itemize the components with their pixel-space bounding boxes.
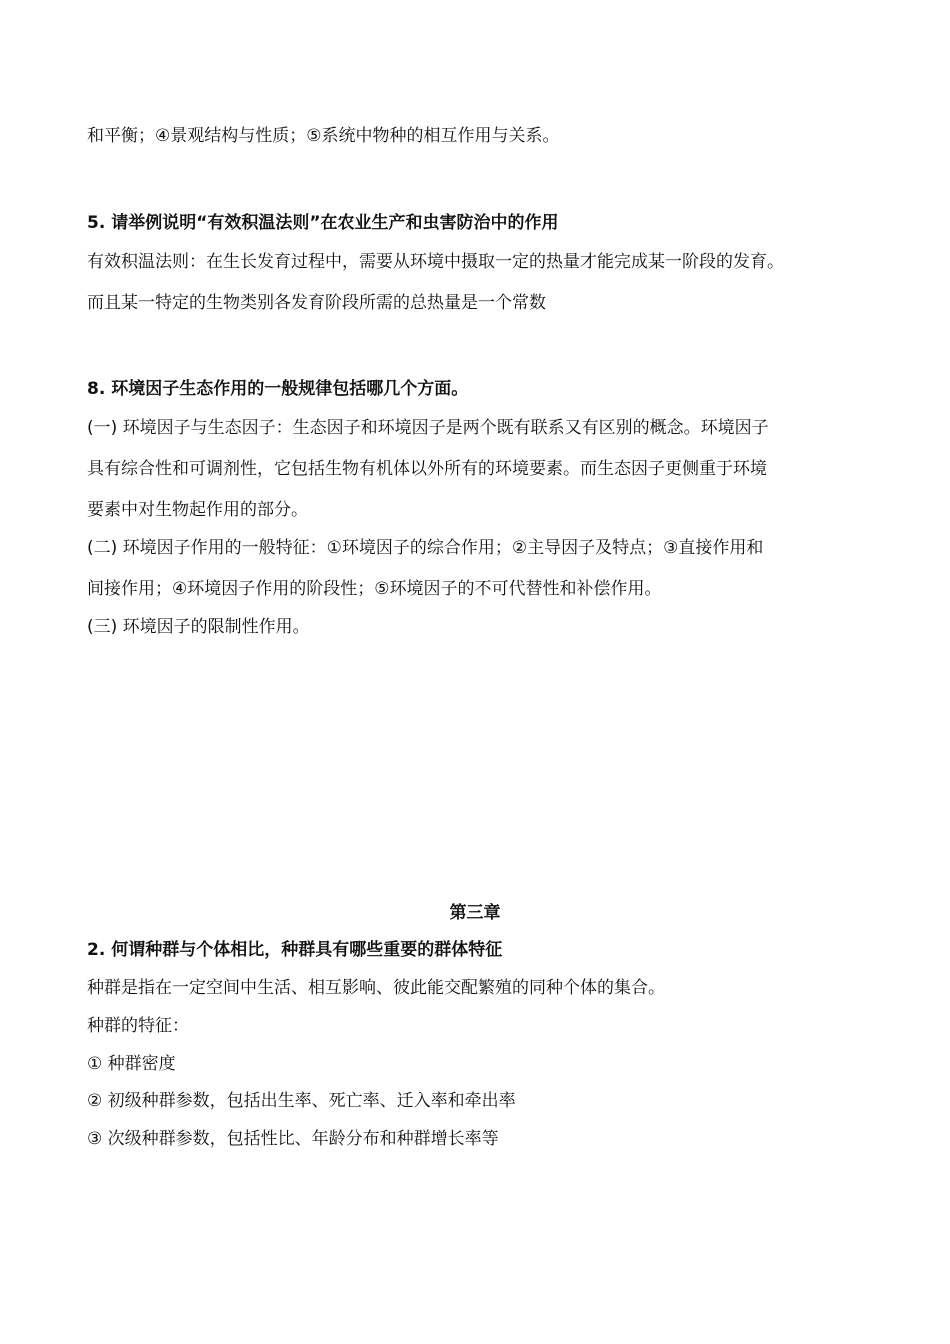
chapter3-question-2-answer-line: ① 种群密度	[87, 1054, 176, 1074]
question-5-answer-line: 有效积温法则：在生长发育过程中，需要从环境中摄取一定的热量才能完成某一阶段的发育。	[87, 252, 784, 272]
question-8-answer-line: 具有综合性和可调剂性，它包括生物有机体以外所有的环境要素。而生态因子更侧重于环境	[87, 459, 767, 479]
question-8-answer-line: (二) 环境因子作用的一般特征：①环境因子的综合作用；②主导因子及特点；③直接作用和	[87, 538, 764, 558]
question-8-answer-line: 要素中对生物起作用的部分。	[87, 500, 308, 520]
chapter3-question-2-heading: 2. 何谓种群与个体相比，种群具有哪些重要的群体特征	[87, 940, 503, 960]
question-8-answer-line: 间接作用；④环境因子作用的阶段性；⑤环境因子的不可代替性和补偿作用。	[87, 579, 662, 599]
question-5-answer-line: 而且某一特定的生物类别各发育阶段所需的总热量是一个常数	[87, 293, 546, 313]
question-8-answer-line: (一) 环境因子与生态因子：生态因子和环境因子是两个既有联系又有区别的概念。环境因子	[87, 418, 769, 438]
question-8-heading: 8. 环境因子生态作用的一般规律包括哪几个方面。	[87, 379, 469, 399]
chapter3-question-2-answer-line: 种群是指在一定空间中生活、相互影响、彼此能交配繁殖的同种个体的集合。	[87, 978, 665, 998]
chapter-title: 第三章	[449, 903, 501, 923]
question-8-answer-line: (三) 环境因子的限制性作用。	[87, 617, 310, 637]
question-5-heading: 5. 请举例说明“有效积温法则”在农业生产和虫害防治中的作用	[87, 213, 559, 233]
paragraph-continuation: 和平衡；④景观结构与性质；⑤系统中物种的相互作用与关系。	[87, 126, 560, 146]
chapter3-question-2-answer-line: ② 初级种群参数，包括出生率、死亡率、迁入率和牵出率	[87, 1091, 516, 1111]
chapter3-question-2-answer-line: ③ 次级种群参数，包括性比、年龄分布和种群增长率等	[87, 1129, 499, 1149]
chapter3-question-2-answer-line: 种群的特征：	[87, 1016, 189, 1036]
